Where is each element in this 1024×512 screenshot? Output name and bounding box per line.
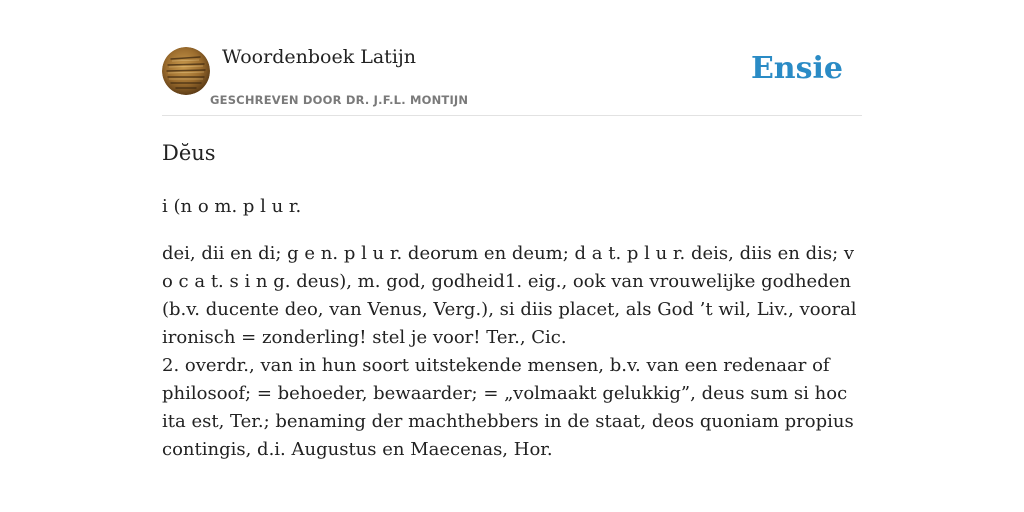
definition-paragraph: i (n o m. p l u r. [162, 196, 302, 217]
entry-definition [162, 193, 862, 483]
ensie-logo-link[interactable]: Ensie [750, 51, 843, 86]
book-cover-icon[interactable] [162, 47, 210, 95]
header [162, 45, 862, 116]
definition-paragraph: dei, dii en di; g e n. p l u r. deorum en deum; d a t. p l u r. deis, diis en dis; v o c a t. s i n g. deus), m. god, godheid1. eig., ook van vrouwelijke godheden (b.v. ducente deo, van Venus, Verg.), si diis placet, als God ’t wil, Liv., vooral ironisch = zonderling! stel je voor! Ter., Cic. 2. overdr., van in hun soort uitstekende mensen, b.v. van een redenaar of philosoof; = behoeder, bewaarder; = „volmaakt gelukkig”, deus sum si hoc ita est, Ter.; benaming der machthebbers in de staat, deos quoniam propius contingis, d.i. Augustus en Maecenas, Hor. [162, 243, 857, 460]
entry-headword: Dĕus [162, 141, 216, 165]
author-byline: GESCHREVEN DOOR DR. J.F.L. MONTIJN [210, 93, 469, 107]
dictionary-title[interactable]: Woordenboek Latijn [222, 46, 417, 68]
